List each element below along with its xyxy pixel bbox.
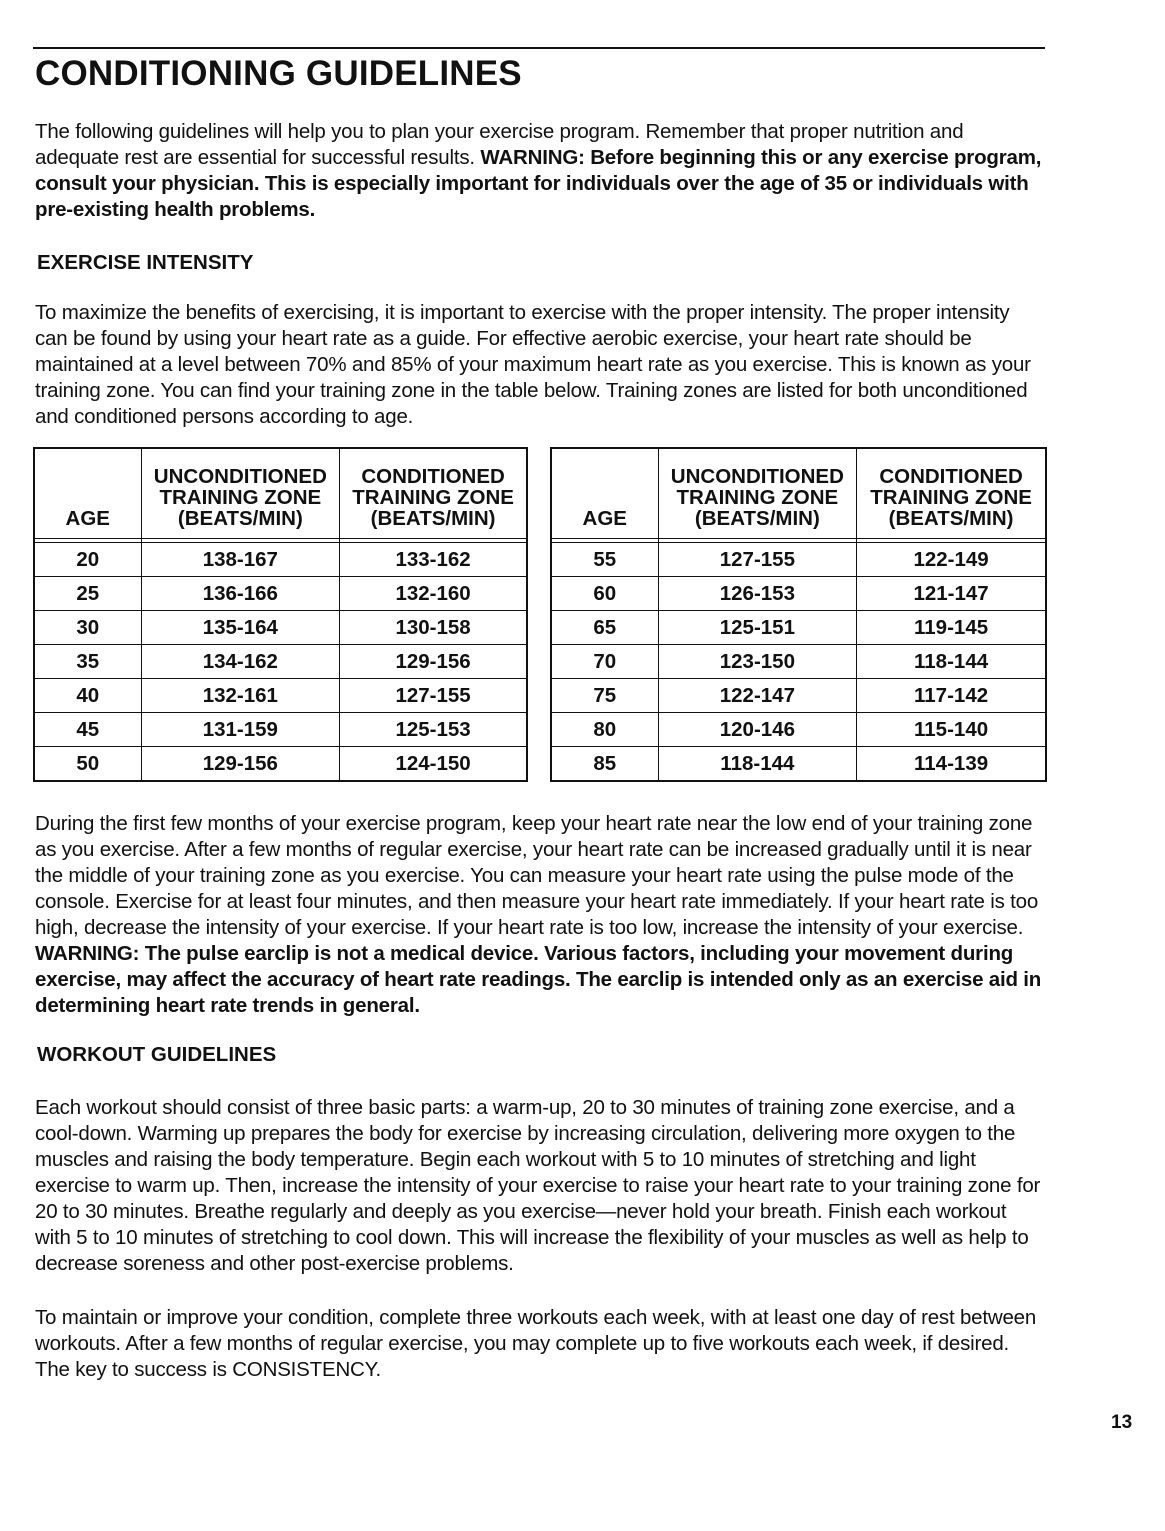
conditioned-cell: 125-153	[340, 713, 527, 747]
age-cell: 65	[551, 611, 658, 645]
age-cell: 35	[34, 645, 141, 679]
conditioned-header	[340, 448, 527, 539]
training-zone-table-right	[550, 447, 1047, 782]
age-header: AGE	[34, 448, 141, 539]
conditioned-cell: 129-156	[340, 645, 527, 679]
age-cell: 75	[551, 679, 658, 713]
conditioned-header-line: (BEATS/MIN)	[370, 507, 496, 530]
conditioned-cell: 130-158	[340, 611, 527, 645]
age-cell: 45	[34, 713, 141, 747]
intro-paragraph	[35, 119, 1045, 223]
unconditioned-cell: 129-156	[141, 747, 340, 782]
table-row	[34, 679, 527, 713]
heart-rate-text: During the first few months of your exercise program, keep your heart rate near the low end of your training zone as you exercise. After a few months of regular exercise, your heart rate can be increased gradually until it is near the middle of your training zone as you exercise. You can measure your heart rate using the pulse mode of the console. Exercise for at least four minutes, and then measure your heart rate immediately. If your heart rate is too high, decrease the intensity of your exercise. If your heart rate is too low, increase the intensity of your exercise.	[35, 812, 1039, 939]
page-number: 13	[1111, 1412, 1133, 1433]
conditioned-header-line: (BEATS/MIN)	[888, 507, 1014, 530]
age-cell: 30	[34, 611, 141, 645]
conditioned-header-line: CONDITIONED	[361, 465, 505, 488]
conditioned-header-line: TRAINING ZONE	[870, 486, 1032, 509]
unconditioned-cell: 138-167	[141, 543, 340, 577]
age-cell: 80	[551, 713, 658, 747]
table-row	[551, 611, 1046, 645]
unconditioned-header-line: UNCONDITIONED	[153, 465, 327, 488]
unconditioned-header	[658, 448, 857, 539]
conditioned-header-line: CONDITIONED	[879, 465, 1023, 488]
exercise-intensity-heading: EXERCISE INTENSITY	[37, 251, 254, 274]
workout-text-1: Each workout should consist of three basic parts: a warm-up, 20 to 30 minutes of training zone exercise, and a cool-down. Warming up prepares the body for exercise by increasing circulation, delivering more oxygen to the muscles and raising the body temperature. Begin each workout with 5 to 10 minutes of stretching and light exercise to warm up. Then, increase the intensity of your exercise to raise your heart rate to your training zone for 20 to 30 minutes. Breathe regularly and deeply as you exercise—never hold your breath. Finish each workout with 5 to 10 minutes of stretching to cool down. This will increase the flexibility of your muscles as well as help to decrease soreness and other post-exercise problems.	[35, 1096, 1041, 1275]
conditioned-cell: 122-149	[857, 543, 1046, 577]
table-row	[34, 645, 527, 679]
table-row	[34, 713, 527, 747]
intro-warning: WARNING: Before beginning this or any exercise program, consult your physician. This is especially important for individuals over the age of 35 or individuals with pre-existing health problems.	[35, 146, 1042, 221]
age-header: AGE	[551, 448, 658, 539]
conditioned-cell: 118-144	[857, 645, 1046, 679]
unconditioned-cell: 127-155	[658, 543, 857, 577]
table-row	[551, 645, 1046, 679]
age-cell: 40	[34, 679, 141, 713]
page	[33, 47, 1045, 1383]
unconditioned-header-line: TRAINING ZONE	[676, 486, 839, 509]
heart-rate-paragraph	[35, 811, 1045, 1019]
exercise-intensity-text: To maximize the benefits of exercising, it is important to exercise with the proper intensity. The proper intensity can be found by using your heart rate as a guide. For effective aerobic exercise, your heart rate should be maintained at a level between 70% and 85% of your maximum heart rate as you exercise. This is known as your training zone. You can find your training zone in the table below. Training zones are listed for both unconditioned and conditioned persons according to age.	[35, 301, 1031, 428]
unconditioned-header	[141, 448, 340, 539]
workout-guidelines-heading: WORKOUT GUIDELINES	[37, 1043, 277, 1066]
unconditioned-cell: 135-164	[141, 611, 340, 645]
top-rule	[33, 47, 1045, 49]
unconditioned-header-line: UNCONDITIONED	[670, 465, 844, 488]
age-cell: 25	[34, 577, 141, 611]
conditioned-cell: 132-160	[340, 577, 527, 611]
unconditioned-cell: 136-166	[141, 577, 340, 611]
age-cell: 20	[34, 543, 141, 577]
age-cell: 85	[551, 747, 658, 782]
age-cell: 50	[34, 747, 141, 782]
conditioned-cell: 114-139	[857, 747, 1046, 782]
conditioned-header	[857, 448, 1046, 539]
table-row	[34, 577, 527, 611]
unconditioned-cell: 134-162	[141, 645, 340, 679]
unconditioned-cell: 126-153	[658, 577, 857, 611]
unconditioned-cell: 122-147	[658, 679, 857, 713]
conditioned-cell: 119-145	[857, 611, 1046, 645]
age-cell: 60	[551, 577, 658, 611]
table-row	[551, 747, 1046, 782]
unconditioned-cell: 123-150	[658, 645, 857, 679]
age-cell: 70	[551, 645, 658, 679]
table-row	[551, 679, 1046, 713]
workout-text-2: To maintain or improve your condition, complete three workouts each week, with at least one day of rest between workouts. After a few months of regular exercise, you may complete up to five workouts each week, if desired. The key to success is CONSISTENCY.	[35, 1306, 1037, 1381]
unconditioned-cell: 125-151	[658, 611, 857, 645]
unconditioned-cell: 120-146	[658, 713, 857, 747]
table-row	[551, 543, 1046, 577]
training-zone-table-left	[33, 447, 528, 782]
table-row	[34, 747, 527, 782]
table-row	[551, 577, 1046, 611]
conditioned-cell: 121-147	[857, 577, 1046, 611]
unconditioned-cell: 131-159	[141, 713, 340, 747]
conditioned-cell: 124-150	[340, 747, 527, 782]
earclip-warning: WARNING: The pulse earclip is not a medical device. Various factors, including your movement during exercise, may affect the accuracy of heart rate readings. The earclip is intended only as an exercise aid in determining heart rate trends in general.	[35, 942, 1042, 1017]
page-title: CONDITIONING GUIDELINES	[35, 54, 522, 93]
table-row	[551, 713, 1046, 747]
conditioned-header-line: TRAINING ZONE	[352, 486, 514, 509]
table-row	[34, 611, 527, 645]
conditioned-cell: 133-162	[340, 543, 527, 577]
age-cell: 55	[551, 543, 658, 577]
table-row	[34, 543, 527, 577]
unconditioned-cell: 118-144	[658, 747, 857, 782]
training-zone-tables	[33, 447, 1045, 789]
conditioned-cell: 115-140	[857, 713, 1046, 747]
unconditioned-cell: 132-161	[141, 679, 340, 713]
conditioned-cell: 127-155	[340, 679, 527, 713]
unconditioned-header-line: (BEATS/MIN)	[694, 507, 820, 530]
conditioned-cell: 117-142	[857, 679, 1046, 713]
unconditioned-header-line: TRAINING ZONE	[159, 486, 322, 509]
intro-text: The following guidelines will help you to plan your exercise program. Remember that proper nutrition and adequate rest are essential for successful results.	[35, 120, 964, 169]
unconditioned-header-line: (BEATS/MIN)	[177, 507, 303, 530]
